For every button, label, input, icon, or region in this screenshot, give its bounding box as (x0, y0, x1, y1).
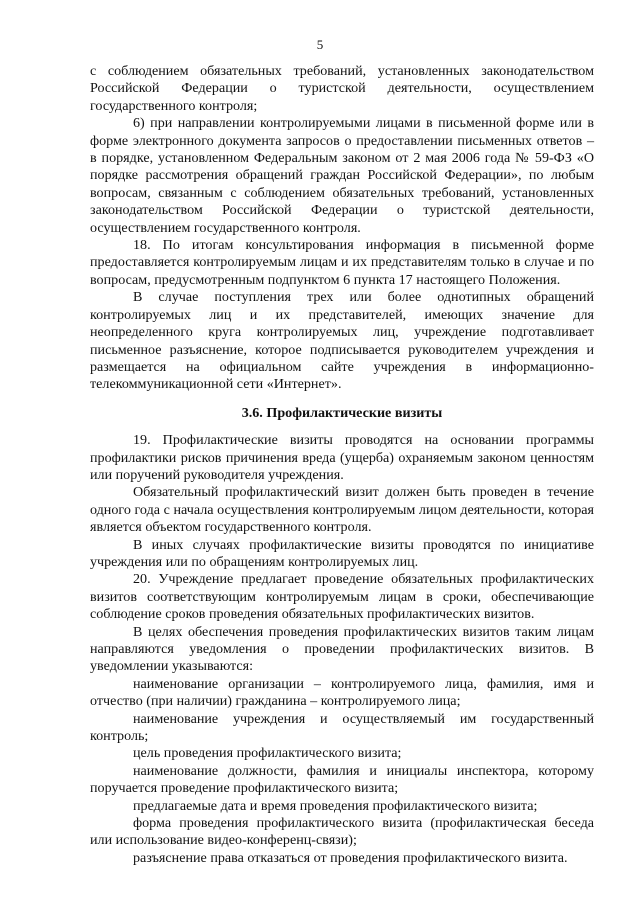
section-heading: 3.6. Профилактические визиты (241, 404, 443, 421)
paragraph-item-6: 6) при направлении контролируемыми лицами в письменной форме или в форме электронного документа запросов о предоставлении письменных ответов – в порядке, установленном Федеральным законом от 2 мая 2006 года № 59-ФЗ «О порядке рассмотрения обращений граждан Российской Федерации», по любым вопросам, связанным с соблюдением обязательных требований, установленных законодательством Российской Федерации о туристской деятельности, осуществлением государственного контроля. (90, 115, 594, 236)
list-item-date-time: предлагаемые дата и время проведения профилактического визита; (133, 797, 538, 814)
list-item-inspector: наименование должности, фамилия и инициалы инспектора, которому поручается проведение профилактического визита; (90, 762, 594, 797)
paragraph-other-cases: В иных случаях профилактические визиты проводятся по инициативе учреждения или по обращениям контролируемых лиц. (90, 536, 594, 570)
page-number: 5 (316, 37, 324, 52)
paragraph-notifications: В целях обеспечения проведения профилактических визитов таким лицам направляются уведомления о проведении профилактических визитов. В уведомлении указываются: (90, 623, 594, 675)
paragraph-19: 19. Профилактические визиты проводятся на основании программы профилактики рисков причинения вреда (ущерба) охраняемым законом ценностям или поручений руководителя учреждения. (90, 432, 594, 483)
paragraph-18: 18. По итогам консультирования информация в письменной форме предоставляется контролируемым лицам и их представителям только в случае и по вопросам, предусмотренным подпунктом 6 пункта 17 настоящего Положения. (90, 237, 594, 288)
paragraph-repeated-requests: В случае поступления трех или более однотипных обращений контролируемых лиц и их представителей, имеющих значение для неопределенного круга контролируемых лиц, учреждение подготавливает письменное разъяснение, которое подписывается руководителем учреждения и размещается на официальном сайте учреждения в информационно-телекоммуникационной сети «Интернет». (90, 289, 594, 393)
paragraph-20: 20. Учреждение предлагает проведение обязательных профилактических визитов соответствующим контролируемым лицам в сроки, обеспечивающие соблюдение сроков проведения обязательных профилактических визитов. (90, 571, 594, 623)
document-body (90, 63, 594, 867)
list-item-form: форма проведения профилактического визита (профилактическая беседа или использование видео-конференц-связи); (90, 815, 594, 849)
paragraph-mandatory-visit: Обязательный профилактический визит должен быть проведен в течение одного года с начала осуществления контролируемым лицом деятельности, которая является объектом государственного контроля. (90, 484, 594, 536)
paragraph-continuation: с соблюдением обязательных требований, установленных законодательством Российской Федерации о туристской деятельности, осуществлением государственного контроля; (90, 63, 594, 114)
list-item-right-to-refuse: разъяснение права отказаться от проведения профилактического визита. (133, 849, 568, 866)
list-item-organization: наименование организации – контролируемого лица, фамилия, имя и отчество (при наличии) гражданина – контролируемого лица; (90, 675, 594, 710)
list-item-purpose: цель проведения профилактического визита; (133, 745, 402, 762)
list-item-institution: наименование учреждения и осуществляемый им государственный контроль; (90, 710, 594, 745)
